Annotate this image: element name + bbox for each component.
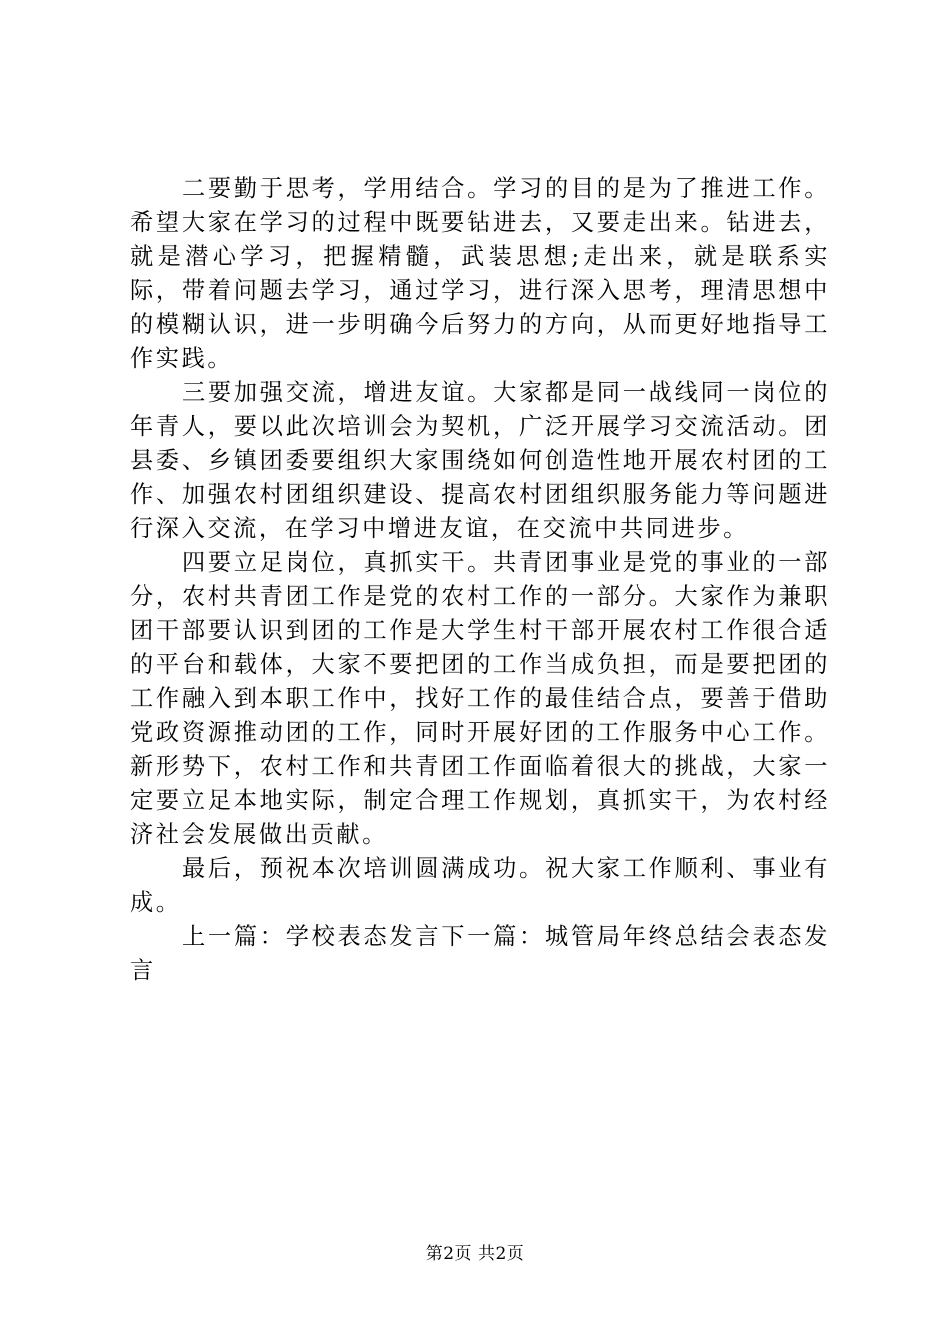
page-number-footer: 第2页 共2页 (425, 1244, 525, 1264)
paragraph-closing: 最后，预祝本次培训圆满成功。祝大家工作顺利、事业有成。 (130, 855, 830, 916)
paragraph-work-hard: 四要立足岗位，真抓实干。共青团事业是党的事业的一部分，农村共青团工作是党的农村工作的一部分。大家作为兼职团干部要认识到团的工作是大学生村干部开展农村工作很合适的平台和载体，大家不要把团的工作当成负担，而是要把团的工作融入到本职工作中，找好工作的最佳结合点，要善于借助党政资源推动团的工作，同时开展好团的工作服务中心工作。新形势下，农村工作和共青团工作面临着很大的挑战，大家一定要立足本地实际，制定合理工作规划，真抓实干，为农村经济社会发展做出贡献。 (130, 549, 830, 848)
paragraph-exchange: 三要加强交流，增进友谊。大家都是同一战线同一岗位的年青人，要以此次培训会为契机，广泛开展学习交流活动。团县委、乡镇团委要组织大家围绕如何创造性地开展农村团的工作、加强农村团组织建设、提高农村团组织服务能力等问题进行深入交流，在学习中增进友谊，在交流中共同进步。 (130, 379, 830, 542)
document-body (130, 172, 830, 988)
paragraph-prev-next-links: 上一篇：学校表态发言下一篇：城管局年终总结会表态发言 (130, 923, 830, 984)
paragraph-study-thinking: 二要勤于思考，学用结合。学习的目的是为了推进工作。希望大家在学习的过程中既要钻进去，又要走出来。钻进去，就是潜心学习，把握精髓，武装思想;走出来，就是联系实际，带着问题去学习，通过学习，进行深入思考，理清思想中的模糊认识，进一步明确今后努力的方向，从而更好地指导工作实践。 (130, 175, 830, 372)
